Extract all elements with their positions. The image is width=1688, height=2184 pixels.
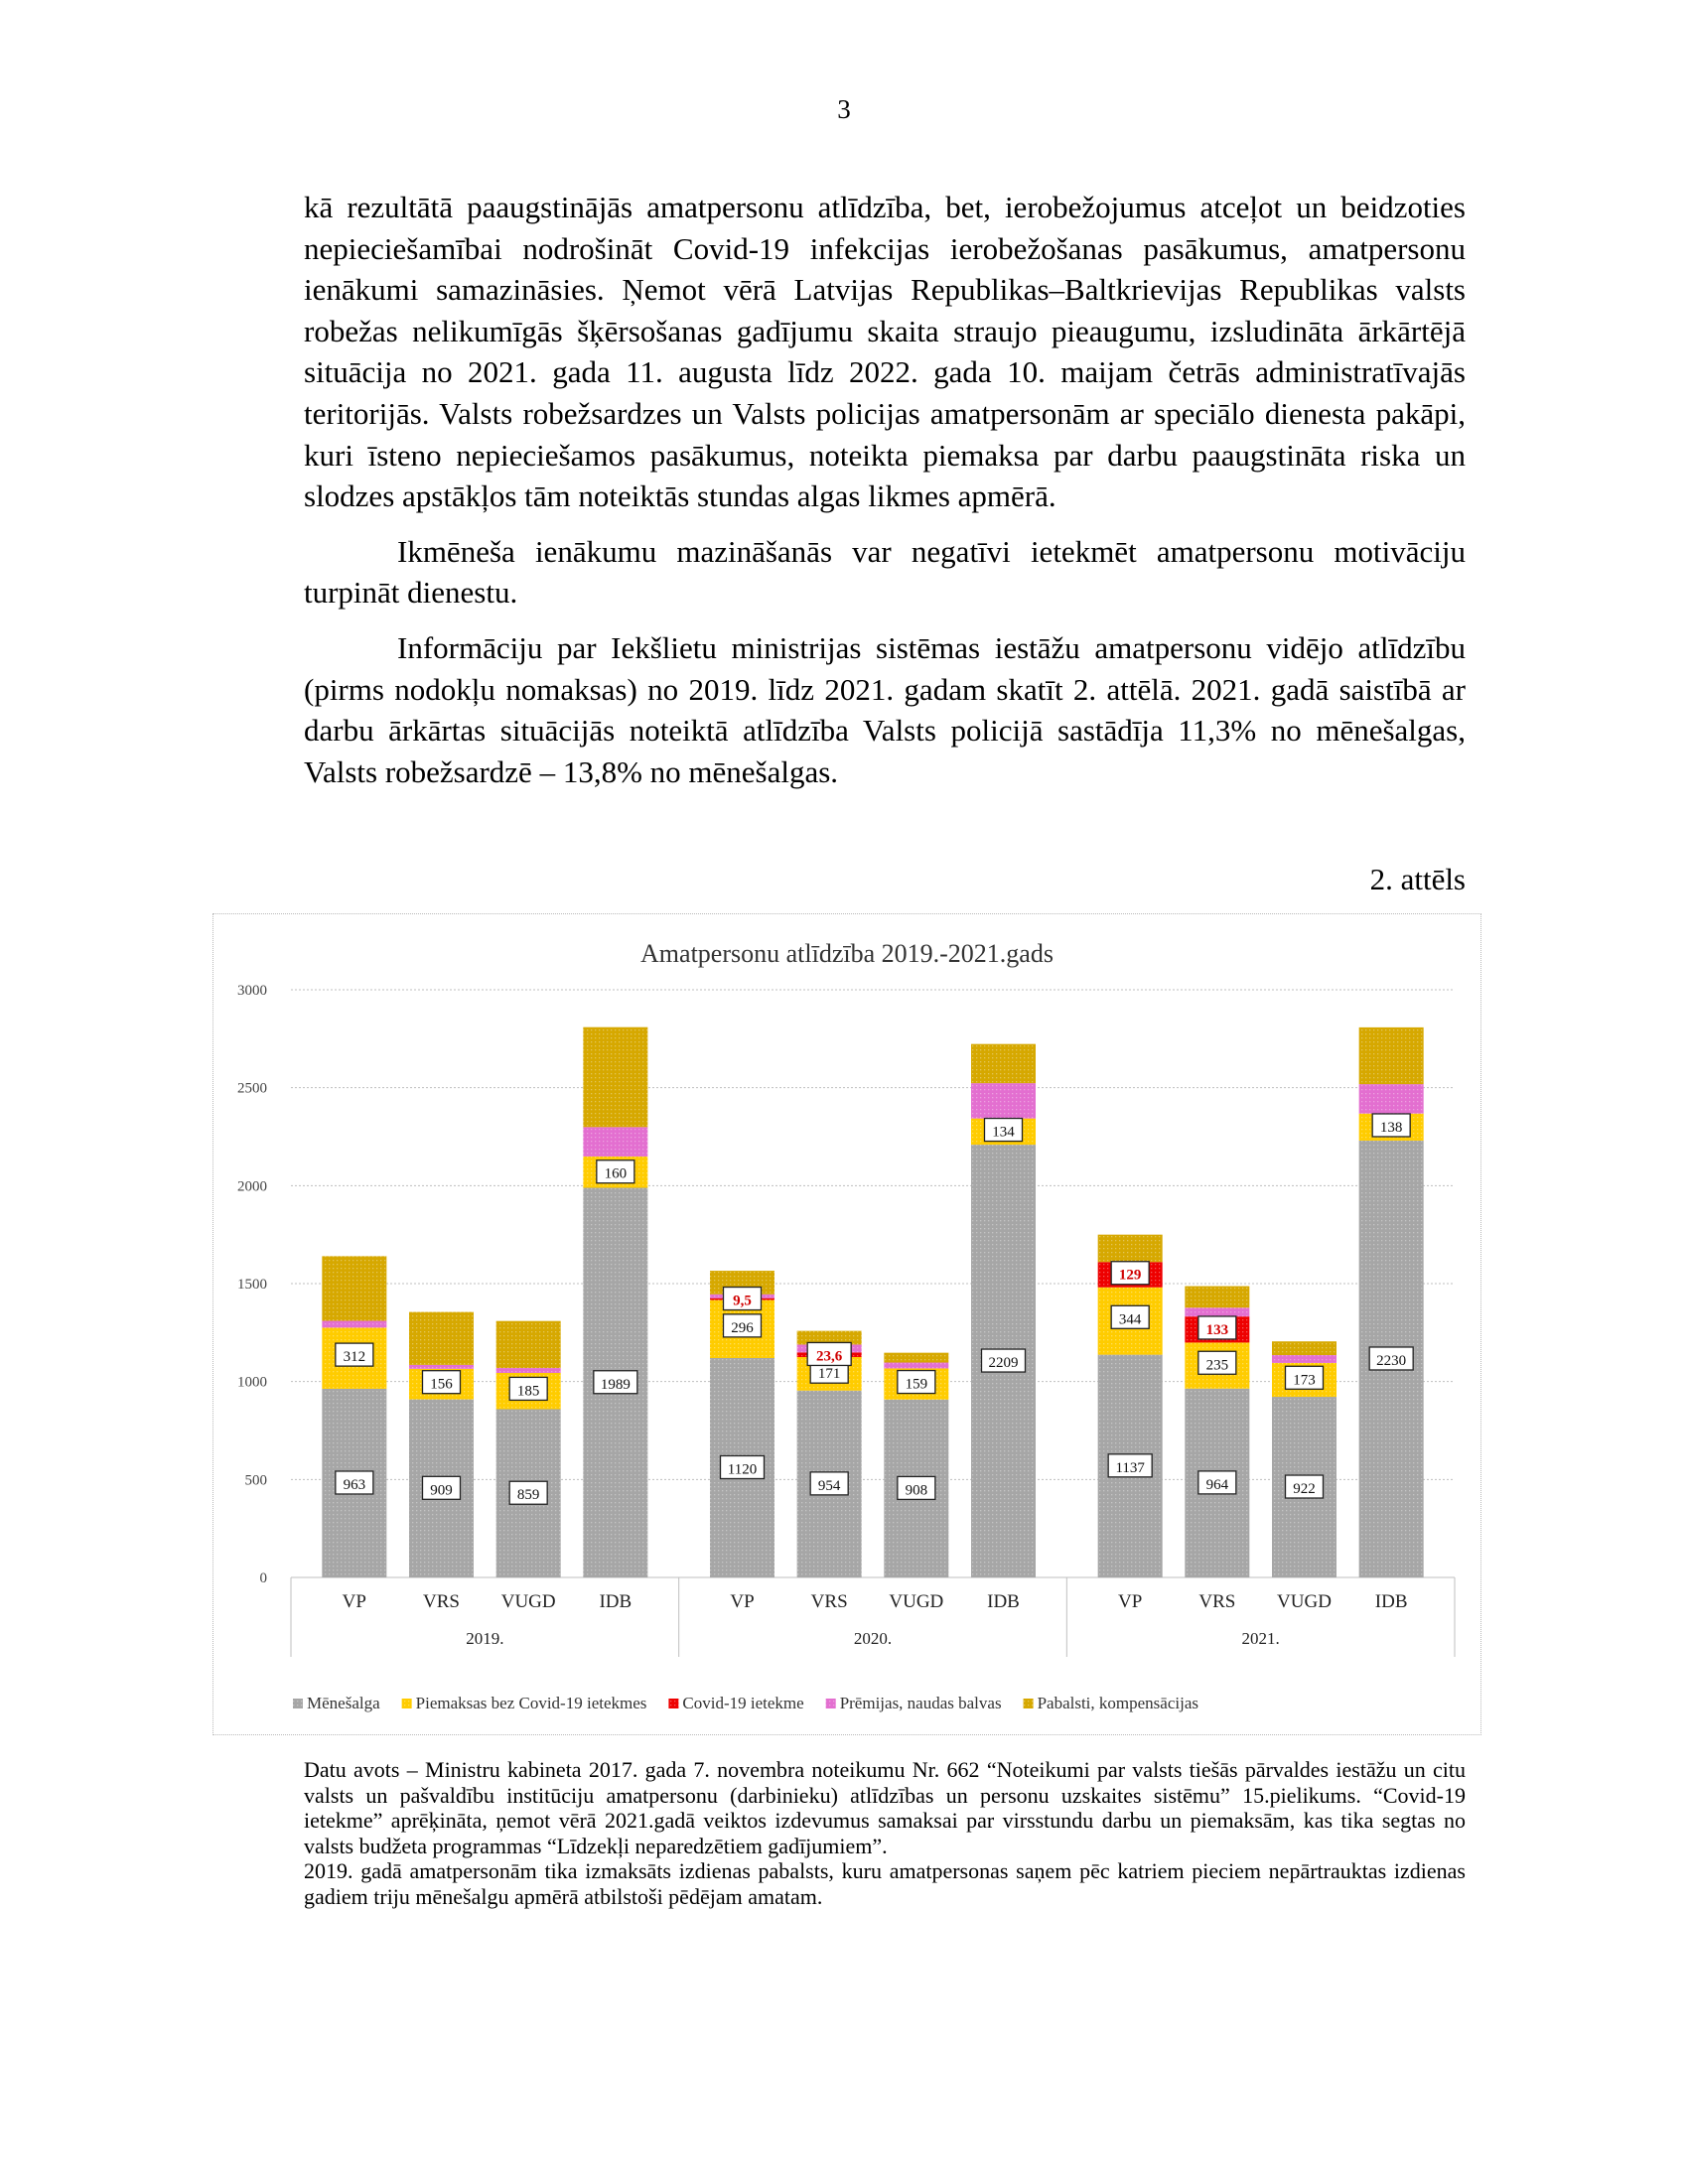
data-label: 133: [1205, 1321, 1229, 1338]
bar-segment: [583, 1027, 647, 1128]
y-tick-label: 1000: [237, 1374, 267, 1391]
paragraph-2: Ikmēneša ienākumu mazināšanās var negatīvi ietekmēt amatpersonu motivāciju turpināt dienestu.: [304, 533, 1466, 611]
paragraph-1: kā rezultātā paaugstinājās amatpersonu atlīdzība, bet, ierobežojumus atceļot un beidzoties nepieciešamībai nodrošināt Covid-19 infekcijas ierobežošanas pasākumus, amatpersonu ienākumi samazināsies. Ņemot vērā Latvijas Republikas–Baltkrievijas Republikas valsts robežas nelikumīgās šķērsošanas gadījumu skaita straujo pieaugumu, izsludināta ārkārtējā situācija no 2021. gada 11. augusta līdz 2022. gada 10. maijam četrās administratīvajās teritorijās. Valsts robežsardzes un Valsts policijas amatpersonām ar speciālo dienesta pakāpi, kuri īsteno nepieciešamos pasākumus, noteikta piemaksa par darbu paaugstināta riska un slodzes apstākļos tām noteiktās stundas algas likmes apmērā.: [304, 190, 1466, 514]
data-label: 9,5: [733, 1293, 752, 1309]
data-label: 185: [516, 1383, 540, 1400]
data-label: 859: [516, 1487, 540, 1504]
group-label: 2019.: [466, 1629, 504, 1648]
data-label: 159: [905, 1376, 928, 1393]
category-label: VRS: [423, 1591, 460, 1612]
data-label: 922: [1293, 1481, 1316, 1498]
category-label: IDB: [1374, 1591, 1408, 1612]
bar-segment: [1185, 1307, 1249, 1316]
data-label: 909: [430, 1482, 453, 1499]
category-label: VUGD: [500, 1591, 556, 1612]
bar-segment: [409, 1365, 474, 1369]
category-label: VUGD: [1277, 1591, 1332, 1612]
chart-frame: [212, 913, 1481, 1735]
source-note: [304, 1757, 1466, 1910]
chart-title: Amatpersonu atlīdzība 2019.-2021.gads: [640, 939, 1054, 968]
data-label: 23,6: [816, 1348, 843, 1365]
legend-label: Prēmijas, naudas balvas: [839, 1694, 1002, 1712]
y-tick-label: 500: [244, 1472, 267, 1489]
legend-label: Piemaksas bez Covid-19 ietekmes: [415, 1694, 647, 1712]
bar-segment: [322, 1256, 386, 1320]
data-label: 908: [905, 1482, 928, 1499]
source-paragraph-2: 2019. gadā amatpersonām tika izmaksāts izdienas pabalsts, kuru amatpersonas saņem pēc katriem pieciem nepārtrauktas izdienas gadiem triju mēnešalgu apmērā atbilstoši pēdējam amatam.: [304, 1858, 1466, 1909]
data-label: 138: [1379, 1119, 1403, 1136]
data-label: 1120: [727, 1461, 758, 1478]
category-label: VRS: [810, 1591, 848, 1612]
legend-swatch: [668, 1699, 678, 1708]
bar-segment: [1359, 1027, 1424, 1084]
y-tick-label: 0: [259, 1570, 267, 1586]
legend-label: Mēnešalga: [307, 1694, 380, 1712]
legend-swatch: [402, 1699, 412, 1708]
bar-segment: [496, 1321, 561, 1368]
data-label: 296: [731, 1319, 754, 1336]
figure-label: 2. attēls: [1369, 862, 1466, 896]
data-label: 129: [1118, 1267, 1142, 1284]
bar-segment: [496, 1368, 561, 1373]
data-label: 156: [430, 1376, 453, 1393]
data-label: 173: [1293, 1372, 1316, 1389]
bar-segment: [1272, 1355, 1336, 1363]
data-label: 1137: [1115, 1459, 1145, 1476]
stacked-bar-chart: [213, 914, 1480, 1734]
y-tick-label: 2500: [237, 1080, 267, 1097]
bar-segment: [1185, 1287, 1249, 1308]
legend-swatch: [826, 1699, 836, 1708]
bar-segment: [971, 1083, 1036, 1119]
legend-label: Pabalsti, kompensācijas: [1037, 1694, 1198, 1712]
bar-segment: [583, 1127, 647, 1157]
category-label: VP: [342, 1591, 366, 1612]
data-label: 160: [604, 1165, 628, 1182]
data-label: 171: [817, 1366, 841, 1383]
paragraph-3: Informāciju par Iekšlietu ministrijas sistēmas iestāžu amatpersonu vidējo atlīdzību (pirms nodokļu nomaksas) no 2019. līdz 2021. gadam skatīt 2. attēlā. 2021. gadā saistībā ar darbu ārkārtas situācijās noteiktā atlīdzība Valsts policijā sastādīja 11,3% no mēnešalgas, Valsts robežsardzē – 13,8% no mēnešalgas.: [304, 629, 1466, 789]
category-label: VP: [1118, 1591, 1143, 1612]
data-label: 964: [1205, 1476, 1229, 1493]
data-label: 134: [992, 1124, 1015, 1141]
y-tick-label: 2000: [237, 1178, 267, 1195]
category-label: IDB: [987, 1591, 1020, 1612]
bar-segment: [1272, 1341, 1336, 1355]
bar-segment: [322, 1320, 386, 1327]
data-label: 312: [343, 1349, 366, 1366]
bar-segment: [884, 1363, 948, 1369]
data-label: 344: [1118, 1311, 1142, 1328]
source-paragraph-1: Datu avots – Ministru kabineta 2017. gada 7. novembra noteikumu Nr. 662 “Noteikumi par valsts tiešās pārvaldes iestāžu un citu valsts un pašvaldību institūciju amatpersonu (darbinieku) atlīdzības un personu uzskaites sistēmu” 15.pielikums. “Covid-19 ietekme” aprēķināta, ņemot vērā 2021.gadā veiktos izdevumus samaksai par virsstundu darbu un piemaksām, kas tika segtas no valsts budžeta programmas “Līdzekļi neparedzētiem gadījumiem”.: [304, 1757, 1466, 1858]
bar-segment: [971, 1044, 1036, 1083]
legend-label: Covid-19 ietekme: [682, 1694, 804, 1712]
bar-segment: [409, 1312, 474, 1365]
group-label: 2020.: [853, 1629, 893, 1648]
data-label: 2230: [1376, 1352, 1407, 1369]
category-label: IDB: [599, 1591, 633, 1612]
data-label: 1989: [600, 1376, 631, 1393]
legend-swatch: [293, 1699, 303, 1708]
category-label: VUGD: [889, 1591, 944, 1612]
data-label: 963: [343, 1476, 366, 1493]
category-label: VRS: [1198, 1591, 1236, 1612]
data-label: 235: [1205, 1357, 1229, 1374]
data-label: 954: [817, 1477, 841, 1494]
bar-segment: [884, 1353, 948, 1363]
bar-segment: [1359, 1084, 1424, 1114]
bar-segment: [1098, 1235, 1163, 1263]
page-number: 3: [837, 94, 851, 124]
y-tick-label: 1500: [237, 1277, 267, 1293]
category-label: VP: [730, 1591, 755, 1612]
body-text: [304, 187, 1466, 806]
legend-swatch: [1024, 1699, 1034, 1708]
group-label: 2021.: [1241, 1629, 1280, 1648]
y-tick-label: 3000: [237, 983, 267, 999]
data-label: 2209: [988, 1355, 1019, 1372]
